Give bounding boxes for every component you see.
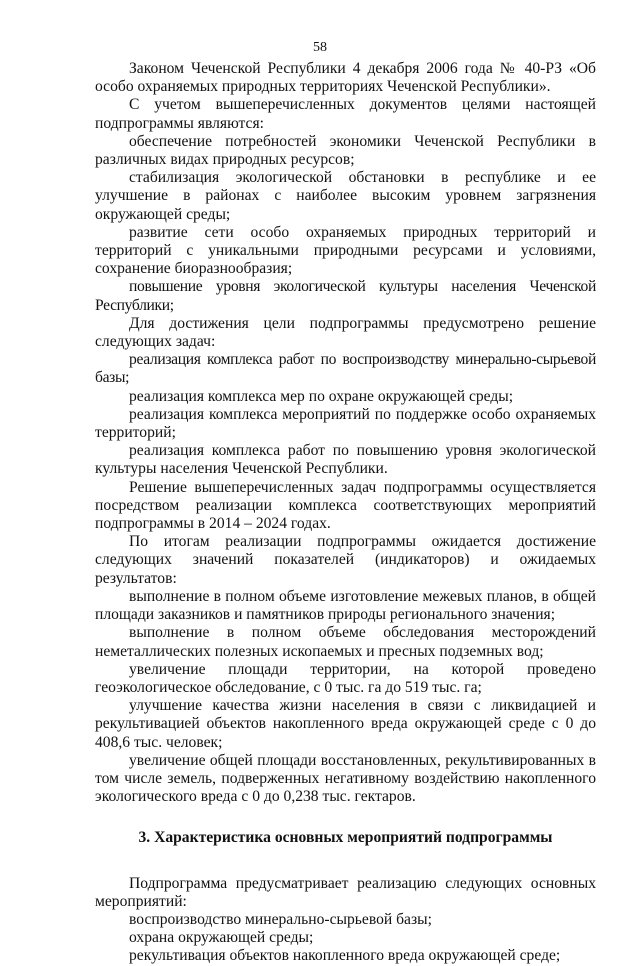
list-item: увеличение общей площади восстановленных, рекультивированных в том числе земель, подверженных негативному воздействию накопленного экологического вреда с 0 до 0,238 тыс. гектаров. <box>95 751 596 806</box>
paragraph: По итогам реализации подпрограммы ожидается достижение следующих значений показателей (индикаторов) и ожидаемых результатов: <box>95 533 596 587</box>
list-item: реализация комплекса работ по воспроизводству минерально-сырьевой базы; <box>95 351 596 387</box>
list-item: увеличение площади территории, на которой проведено геоэкологическое обследование, с 0 тыс. га до 519 тыс. га; <box>95 660 596 696</box>
list-item: рекультивация объектов накопленного вреда окружающей среде; <box>129 947 561 965</box>
paragraph: Подпрограмма предусматривает реализацию следующих основных мероприятий: <box>95 874 596 910</box>
list-item: реализация комплекса работ по повышению уровня экологической культуры населения Чеченской Республики. <box>95 442 596 478</box>
list-item: воспроизводство минерально-сырьевой базы; <box>129 910 432 928</box>
list-item: реализация комплекса мер по охране окружающей среды; <box>129 387 514 405</box>
list-item: выполнение в полном объеме изготовление межевых планов, в общей площади заказников и памятников природы регионального значения; <box>95 587 596 624</box>
list-item: охрана окружающей среды; <box>129 929 314 947</box>
list-item: стабилизация экологической обстановки в республике и ее улучшение в районах с наиболее высоким уровнем загрязнения окружающей среды; <box>95 169 596 223</box>
list-item: улучшение качества жизни населения в связи с ликвидацией и рекультивацией объектов накопленного вреда окружающей среде с 0 до 408,6 тыс. человек; <box>95 697 596 751</box>
list-item: обеспечение потребностей экономики Чеченской Республики в различных видах природных ресурсов; <box>95 132 596 169</box>
paragraph: С учетом вышеперечисленных документов целями настоящей подпрограммы являются: <box>95 96 596 132</box>
paragraph: Законом Чеченской Республики 4 декабря 2006 года № 40-РЗ «Об особо охраняемых природных территориях Чеченской Республики». <box>95 60 596 96</box>
paragraph: Для достижения цели подпрограммы предусмотрено решение следующих задач: <box>95 314 596 351</box>
document-body <box>95 60 596 966</box>
list-item: развитие сети особо охраняемых природных территорий и территорий с уникальными природными ресурсами и условиями, сохранение биоразнообразия; <box>95 223 596 278</box>
list-item: реализация комплекса мероприятий по поддержке особо охраняемых территорий; <box>95 405 596 442</box>
list-item: выполнение в полном объеме обследования месторождений неметаллических полезных ископаемых и пресных подземных вод; <box>95 624 596 660</box>
page-number: 58 <box>313 40 327 55</box>
list-item: повышение уровня экологической культуры населения Чеченской Республики; <box>95 278 596 314</box>
section-heading: 3. Характеристика основных мероприятий подпрограммы <box>138 829 553 847</box>
paragraph: Решение вышеперечисленных задач подпрограммы осуществляется посредством реализации комплекса соответствующих мероприятий подпрограммы в 2014 – 2024 годах. <box>95 478 596 533</box>
